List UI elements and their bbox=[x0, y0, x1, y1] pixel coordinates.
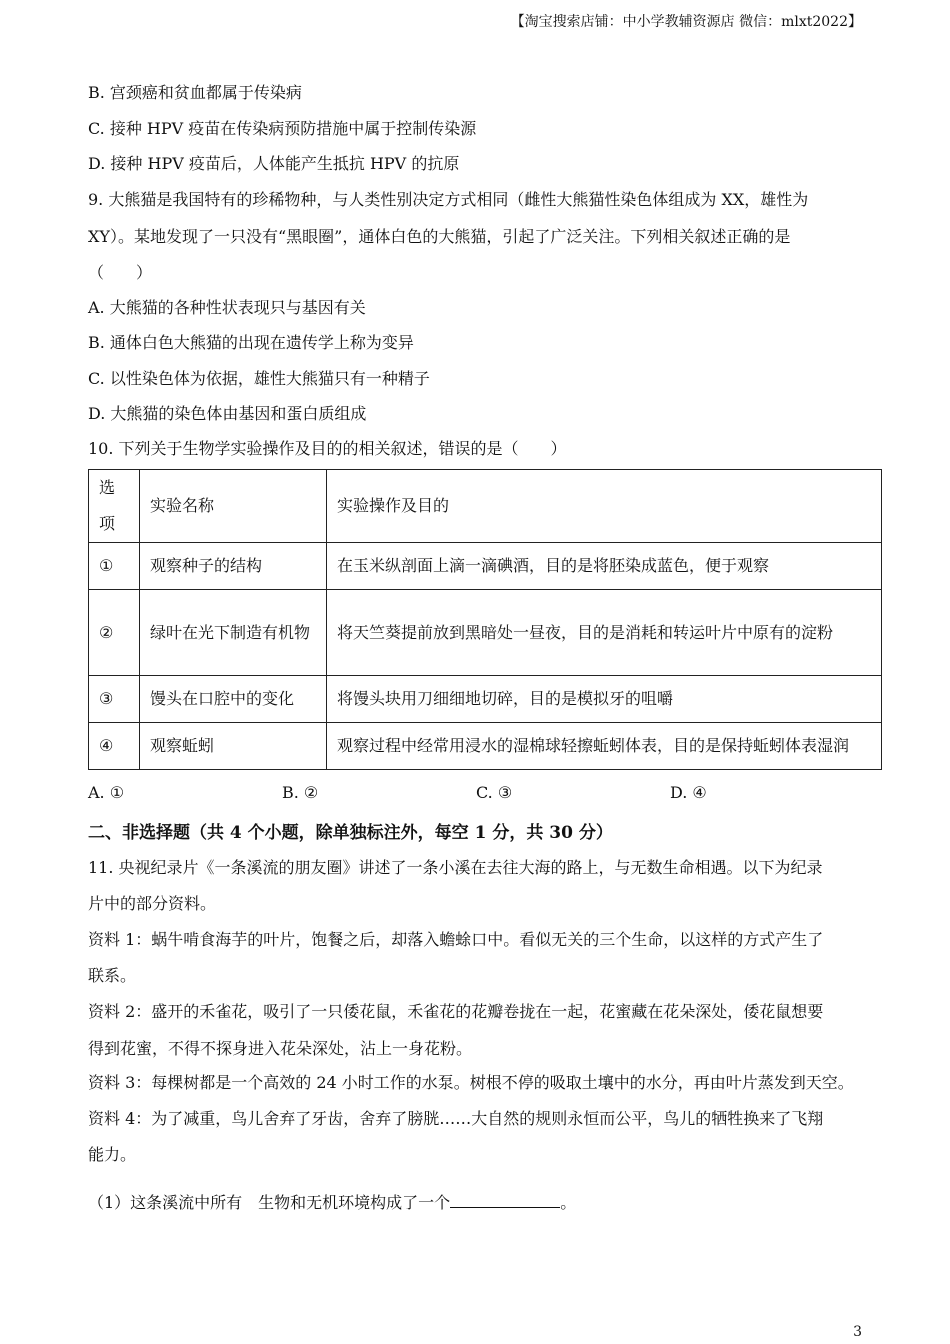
q8-option-d: D. 接种 HPV 疫苗后，人体能产生抵抗 HPV 的抗原 bbox=[88, 154, 460, 173]
q11-material3: 资料 3：每棵树都是一个高效的 24 小时工作的水泵。树根不停的吸取土壤中的水分，再由叶片蒸发到天空。 bbox=[88, 1073, 854, 1092]
q11-subquestion-1 bbox=[88, 1190, 576, 1213]
page-number: 3 bbox=[853, 1324, 862, 1340]
q10-option-c: C. ③ bbox=[476, 783, 513, 802]
q9-option-b: B. 通体白色大熊猫的出现在遗传学上称为变异 bbox=[88, 333, 414, 352]
table-cell: 将天竺葵提前放到黑暗处一昼夜，目的是消耗和转运叶片中原有的淀粉 bbox=[327, 590, 882, 676]
subquestion-end: 。 bbox=[560, 1193, 577, 1212]
q10-stem: 10. 下列关于生物学实验操作及目的的相关叙述，错误的是（ ） bbox=[88, 439, 567, 458]
table-cell: 绿叶在光下制造有机物 bbox=[140, 590, 327, 676]
table-cell: 馒头在口腔中的变化 bbox=[140, 676, 327, 723]
table-cell: 将馒头块用刀细细地切碎，目的是模拟牙的咀嚼 bbox=[327, 676, 882, 723]
table-cell: ② bbox=[89, 590, 140, 676]
table-cell: ① bbox=[89, 543, 140, 590]
q11-material1-line1: 资料 1：蜗牛啃食海芋的叶片，饱餐之后，却落入蟾蜍口中。看似无关的三个生命，以这样的方式产生了 bbox=[88, 930, 824, 949]
subquestion-text: （1）这条溪流中所有 生物和无机环境构成了一个 bbox=[88, 1193, 451, 1212]
experiment-table bbox=[88, 469, 882, 770]
q9-stem-line2: XY）。某地发现了一只没有“黑眼圈”，通体白色的大熊猫，引起了广泛关注。下列相关叙述正确的是 bbox=[88, 227, 791, 246]
table-cell: 观察过程中经常用浸水的湿棉球轻擦蚯蚓体表，目的是保持蚯蚓体表湿润 bbox=[327, 723, 882, 770]
table-cell: 在玉米纵剖面上滴一滴碘酒，目的是将胚染成蓝色，便于观察 bbox=[327, 543, 882, 590]
q9-stem-line3: （ ） bbox=[88, 263, 153, 282]
q8-option-b: B. 宫颈癌和贫血都属于传染病 bbox=[88, 83, 302, 102]
q11-material4-line2: 能力。 bbox=[88, 1145, 137, 1164]
table-cell: ③ bbox=[89, 676, 140, 723]
section-heading: 二、非选择题（共 4 个小题，除单独标注外，每空 1 分，共 30 分） bbox=[88, 823, 613, 843]
q8-option-c: C. 接种 HPV 疫苗在传染病预防措施中属于控制传染源 bbox=[88, 119, 477, 138]
table-header-row bbox=[89, 470, 882, 543]
answer-blank[interactable] bbox=[450, 1193, 560, 1208]
table-header-cell: 实验操作及目的 bbox=[327, 470, 882, 543]
q11-material1-line2: 联系。 bbox=[88, 966, 137, 985]
table-cell: 观察种子的结构 bbox=[140, 543, 327, 590]
q11-stem-line2: 片中的部分资料。 bbox=[88, 894, 217, 913]
table-header-cell: 实验名称 bbox=[140, 470, 327, 543]
q9-option-a: A. 大熊猫的各种性状表现只与基因有关 bbox=[88, 298, 366, 317]
q10-option-a: A. ① bbox=[88, 783, 125, 802]
q11-material2-line1: 资料 2：盛开的禾雀花，吸引了一只倭花鼠，禾雀花的花瓣卷拢在一起，花蜜藏在花朵深处，倭花鼠想要 bbox=[88, 1002, 824, 1021]
table-row bbox=[89, 676, 882, 723]
q11-material2-line2: 得到花蜜，不得不探身进入花朵深处，沾上一身花粉。 bbox=[88, 1039, 473, 1058]
q10-option-d: D. ④ bbox=[670, 783, 707, 802]
table-row bbox=[89, 590, 882, 676]
q10-option-b: B. ② bbox=[282, 783, 319, 802]
q9-stem-line1: 9. 大熊猫是我国特有的珍稀物种，与人类性别决定方式相同（雌性大熊猫性染色体组成为 XX，雄性为 bbox=[88, 190, 809, 209]
table-row bbox=[89, 723, 882, 770]
table-header-cell: 选项 bbox=[89, 470, 140, 543]
table-cell: ④ bbox=[89, 723, 140, 770]
table-row bbox=[89, 543, 882, 590]
table-cell: 观察蚯蚓 bbox=[140, 723, 327, 770]
q11-material4-line1: 资料 4：为了减重，鸟儿舍弃了牙齿，舍弃了膀胱……大自然的规则永恒而公平，鸟儿的牺牲换来了飞翔 bbox=[88, 1109, 824, 1128]
q9-option-d: D. 大熊猫的染色体由基因和蛋白质组成 bbox=[88, 404, 367, 423]
page-header: 【淘宝搜索店铺：中小学教辅资源店 微信：mlxt2022】 bbox=[510, 14, 862, 30]
q9-option-c: C. 以性染色体为依据，雄性大熊猫只有一种精子 bbox=[88, 369, 430, 388]
q11-stem-line1: 11. 央视纪录片《一条溪流的朋友圈》讲述了一条小溪在去往大海的路上，与无数生命相遇。以下为纪录 bbox=[88, 858, 823, 877]
